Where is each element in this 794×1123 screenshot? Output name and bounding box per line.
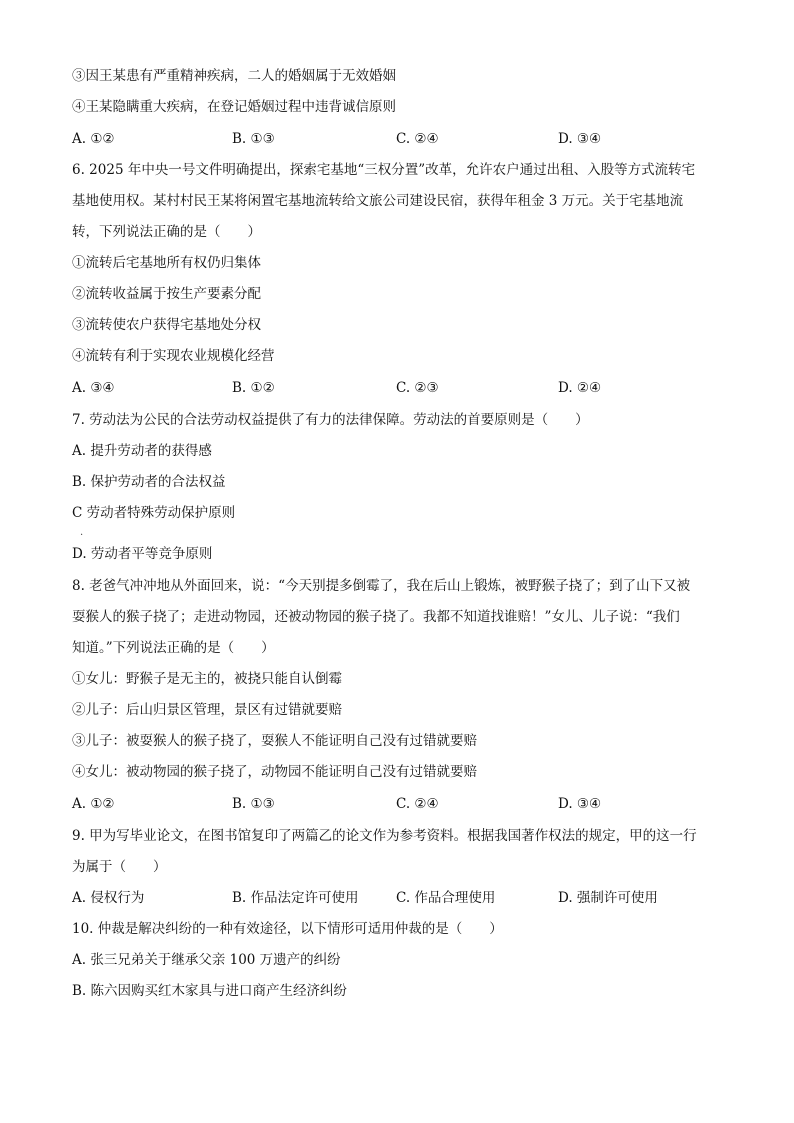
q8-item-3: ③儿子：被耍猴人的猴子挠了，耍猴人不能证明自己没有过错就要赔 [72,733,477,749]
q6-item-4: ④流转有利于实现农业规模化经营 [72,348,275,364]
q6-stem-line-1: 6. 2025 年中央一号文件明确提出，探索宅基地“三权分置”改革，允许农户通过出租、入股等方式流转宅 [72,162,696,178]
q8-stem-line-2: 耍猴人的猴子挠了；走进动物园，还被动物园的猴子挠了。我都不知道找谁赔！”女儿、儿子说：“我们 [72,609,680,625]
q8-option-a: A. ①② [72,796,115,812]
q6-item-2: ②流转收益属于按生产要素分配 [72,286,261,302]
q8-option-d: D. ③④ [558,796,602,812]
q5-option-c: C. ②④ [396,131,439,147]
q6-stem-line-2: 基地使用权。某村村民王某将闲置宅基地流转给文旅公司建设民宿，获得年租金 3 万元。关于宅基地流 [72,193,684,209]
q6-option-b: B. ①② [232,380,275,396]
q9-option-a: A. 侵权行为 [72,890,145,906]
stray-dot: . [80,527,84,538]
q5-options [72,129,732,149]
q6-option-a: A. ③④ [72,380,115,396]
q10-stem: 10. 仲裁是解决纠纷的一种有效途径，以下情形可适用仲裁的是（ ） [72,921,503,937]
q8-item-2: ②儿子：后山归景区管理，景区有过错就要赔 [72,702,342,718]
q8-item-1: ①女儿：野猴子是无主的，被挠只能自认倒霉 [72,671,342,687]
q9-stem-line-1: 9. 甲为写毕业论文，在图书馆复印了两篇乙的论文作为参考资料。根据我国著作权法的规定，甲的这一行 [72,828,697,844]
q7-stem: 7. 劳动法为公民的合法劳动权益提供了有力的法律保障。劳动法的首要原则是（ ） [72,412,589,428]
q9-options [72,888,732,908]
q5-item-4: ④王某隐瞒重大疾病，在登记婚姻过程中违背诚信原则 [72,99,396,115]
q9-option-d: D. 强制许可使用 [558,890,658,906]
q8-options [72,794,732,814]
q6-option-c: C. ②③ [396,380,439,396]
q8-option-c: C. ②④ [396,796,439,812]
q10-choice-a: A. 张三兄弟关于继承父亲 100 万遗产的纠纷 [72,952,341,968]
q6-option-d: D. ②④ [558,380,602,396]
q8-stem-line-3: 知道。”下列说法正确的是（ ） [72,640,275,656]
q7-choice-d: D. 劳动者平等竞争原则 [72,546,213,562]
q7-choice-b: B. 保护劳动者的合法权益 [72,474,226,490]
q8-item-4: ④女儿：被动物园的猴子挠了，动物园不能证明自己没有过错就要赔 [72,764,477,780]
q6-item-1: ①流转后宅基地所有权仍归集体 [72,255,261,271]
q8-stem-line-1: 8. 老爸气冲冲地从外面回来，说：“今天别提多倒霉了，我在后山上锻炼，被野猴子挠了；到了山下又被 [72,578,691,594]
q6-item-3: ③流转使农户获得宅基地处分权 [72,317,261,333]
q9-option-b: B. 作品法定许可使用 [232,890,359,906]
q5-option-b: B. ①③ [232,131,275,147]
q6-stem-line-3: 转，下列说法正确的是（ ） [72,224,261,240]
q7-choice-a: A. 提升劳动者的获得感 [72,443,212,459]
q5-option-a: A. ①② [72,131,115,147]
q5-item-3: ③因王某患有严重精神疾病，二人的婚姻属于无效婚姻 [72,68,396,84]
q8-option-b: B. ①③ [232,796,275,812]
q9-option-c: C. 作品合理使用 [396,890,496,906]
q7-choice-c: C 劳动者特殊劳动保护原则 [72,505,236,521]
q5-option-d: D. ③④ [558,131,602,147]
q10-choice-b: B. 陈六因购买红木家具与进口商产生经济纠纷 [72,983,348,999]
q9-stem-line-2: 为属于（ ） [72,859,167,875]
q6-options [72,378,732,398]
